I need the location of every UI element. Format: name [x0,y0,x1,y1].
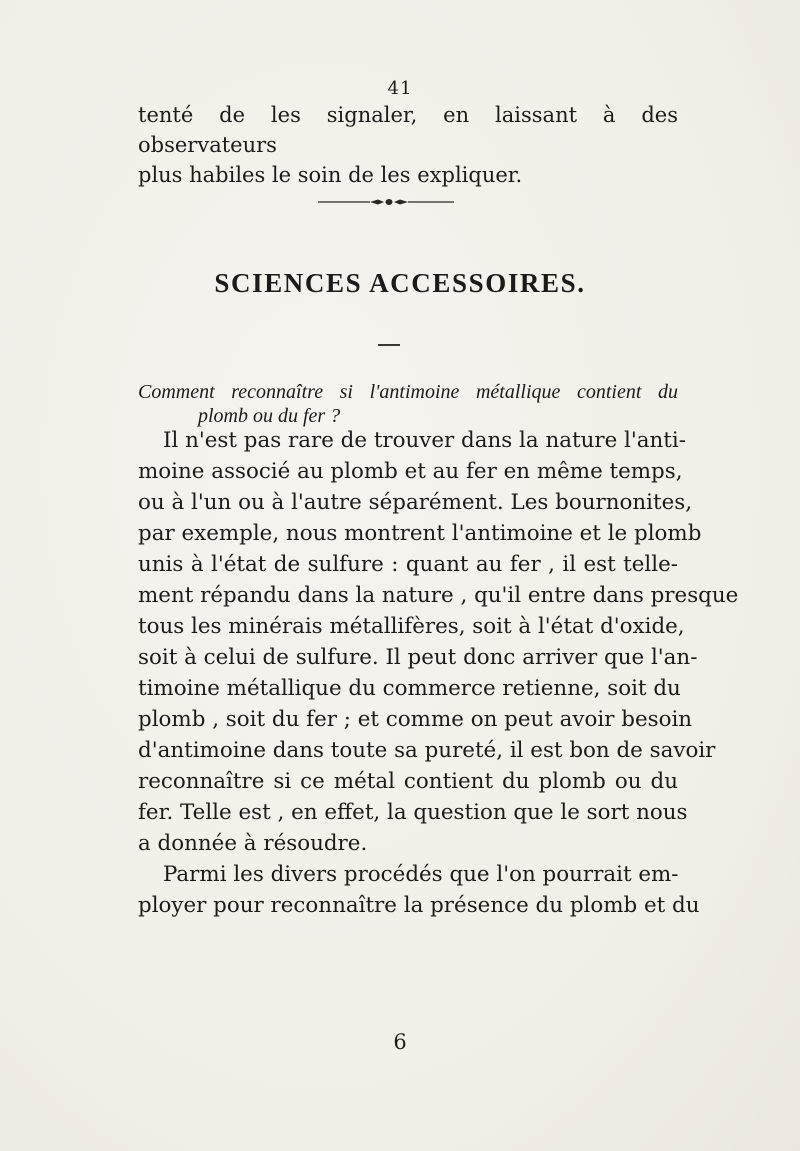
question-line-1: Comment reconnaître si l'antimoine métallique contient du [138,381,678,403]
question-line-2: plomb ou du fer ? [198,405,341,427]
paragraph-1-line: timoine métallique du commerce retienne, soit du [138,676,681,701]
paragraph-1-line: par exemple, nous montrent l'antimoine et le plomb [138,521,702,546]
opening-line-2: plus habiles le soin de les expliquer. [138,163,523,187]
paragraph-1-line: fer. Telle est , en effet, la question que le sort nous [138,800,688,825]
paragraph-1-line: d'antimoine dans toute sa pureté, il est bon de savoir [138,738,716,763]
signature-mark: 6 [393,1030,407,1054]
paragraph-1-line: moine associé au plomb et au fer en même temps, [138,459,683,484]
paragraph-1-line: soit à celui de sulfure. Il peut donc arriver que l'an- [138,645,698,670]
paragraph-1-line: tous les minérais métallifères, soit à l'état d'oxide, [138,614,685,639]
paragraph-1-line: plomb , soit du fer ; et comme on peut avoir besoin [138,707,693,732]
body-text [138,425,739,921]
section-title: SCIENCES ACCESSOIRES. [214,268,586,298]
paragraph-2-line: Parmi les divers procédés que l'on pourrait em- [163,862,679,887]
page-number: 41 [387,78,413,99]
opening-text [138,100,678,190]
opening-line-1: tenté de les signaler, en laissant à des observateurs [138,103,678,157]
paragraph-1-line: reconnaître si ce métal contient du plomb ou du [138,769,678,794]
question-heading [138,380,678,428]
paragraph-1-line: ou à l'un ou à l'autre séparément. Les bournonites, [138,490,693,515]
paragraph-1-line: ment répandu dans la nature , qu'il entre dans presque [138,583,739,608]
paragraph-2-line: ployer pour reconnaître la présence du plomb et du [138,893,700,918]
paragraph-1-line: a donnée à résoudre. [138,831,368,856]
ornament-rule-icon [318,197,454,207]
paragraph-1-line: Il n'est pas rare de trouver dans la nature l'anti- [163,428,686,453]
separator-dash [378,344,400,346]
paragraph-1-line: unis à l'état de sulfure : quant au fer , il est telle- [138,552,678,577]
